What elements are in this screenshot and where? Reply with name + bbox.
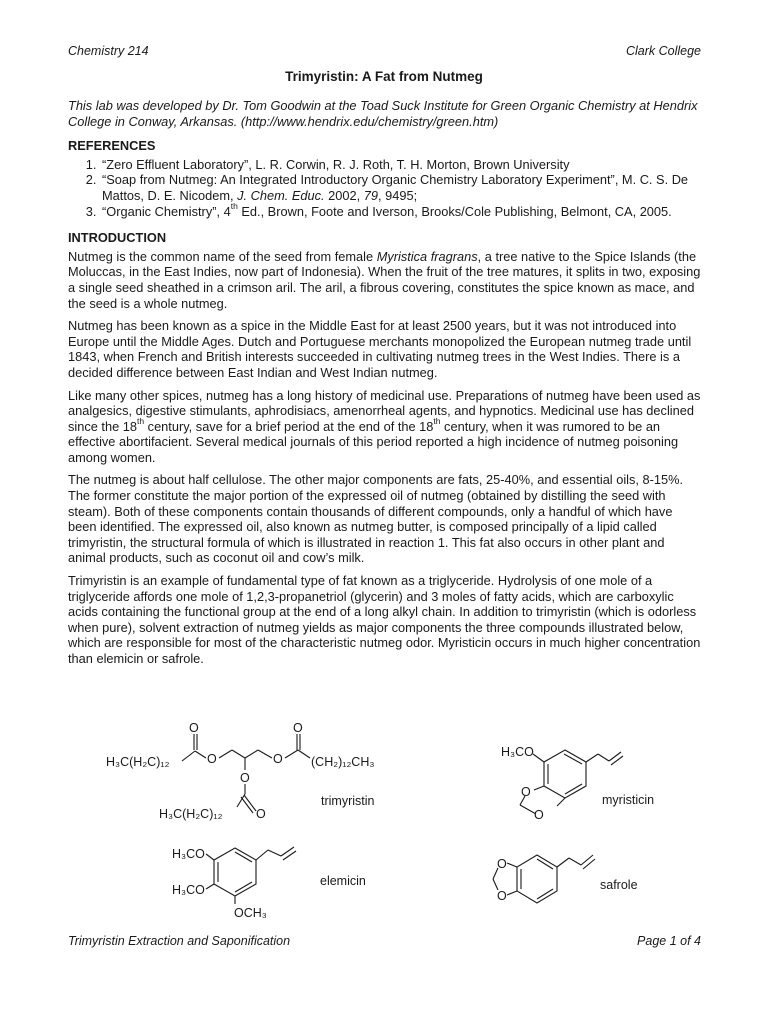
intro-paragraph-5: Trimyristin is an example of fundamental type of fat known as a triglyceride. Hydrolysis of one mole of a triglyceride affords one mole of 1,2,3-propanetriol (glycerin) and 3 moles of fatty acids, which are carboxylic acids containing the functional group at the end of a long alkyl chain. In addition to trimyristin (which is odorless when pure), solvent extraction of nutmeg yields as major components the three compounds illustrated below, which are responsible for most of the characteristic nutmeg odor. Myristicin occurs in much higher concentration than elemicin or safrole.	[68, 573, 701, 666]
trimyristin-lower-chain: H₃C(H₂C)₁₂	[159, 807, 223, 821]
myristicin-label: myristicin	[602, 793, 655, 807]
intro-paragraph-2: Nutmeg has been known as a spice in the Middle East for at least 2500 years, but it was not introduced into Europe until the Middle Ages. Dutch and Portuguese merchants monopolized the European nutmeg trade until 1843, when French and British interests succeeded in cultivating nutmeg trees in the West Indies. There is a decided difference between East Indian and West Indian nutmeg.	[68, 318, 692, 380]
intro-paragraph-4: The nutmeg is about half cellulose. The other major components are fats, 25-40%, and essential oils, 8-15%. The former constitute the major portion of the expressed oil of nutmeg (obtained by distilling the seed with steam). Both of these components contain thousands of different compounds, only a handful of which have been identified. The expressed oil, also known as nutmeg butter, is composed principally of a lipid called trimyristin, the structural formula of which is illustrated in reaction 1. This fat also occurs in other plant and animal products, such as coconut oil and cow’s milk.	[68, 472, 684, 566]
reference-item: 3. “Organic Chemistry”, 4th Ed., Brown, Foote and Iverson, Brooks/Cole Publishing, Belmont, CA, 2005.	[100, 204, 702, 220]
carbonyl-oxygen: O	[293, 721, 303, 735]
dioxole-oxygen: O	[497, 857, 507, 871]
page-title: Trimyristin: A Fat from Nutmeg	[285, 69, 483, 84]
header-course: Chemistry 214	[68, 44, 149, 58]
dioxole-oxygen: O	[534, 808, 544, 822]
footer-title: Trimyristin Extraction and Saponification	[68, 934, 291, 948]
carbonyl-oxygen: O	[256, 807, 266, 821]
page-number: Page 1 of 4	[637, 934, 701, 948]
ester-oxygen: O	[207, 752, 217, 766]
ester-oxygen: O	[273, 752, 283, 766]
references-heading: REFERENCES	[68, 138, 156, 154]
elemicin-methoxy: H₃CO	[172, 847, 205, 861]
elemicin-methoxy: OCH₃	[234, 906, 267, 920]
reference-item: 2. “Soap from Nutmeg: An Integrated Introductory Organic Chemistry Laboratory Experiment”, M. C. S. De Mattos, D. E. Nicodem, J. Chem. Educ. 2002, 79, 9495;	[100, 172, 702, 203]
trimyristin-left-chain: H₃C(H₂C)₁₂	[106, 755, 170, 769]
attribution-note: This lab was developed by Dr. Tom Goodwin at the Toad Suck Institute for Green Organic Chemistry at Hendrix College in Conway, Arkansas. (http://www.hendrix.edu/chemistry/green.htm)	[68, 98, 698, 129]
references-list	[68, 157, 702, 219]
elemicin-label: elemicin	[320, 874, 366, 888]
dioxole-oxygen: O	[521, 785, 531, 799]
elemicin-methoxy: H₃CO	[172, 883, 205, 897]
intro-paragraph-1: Nutmeg is the common name of the seed from female Myristica fragrans, a tree native to the Spice Islands (the Moluccas, in the East Indies, now part of Indonesia). When the fruit of the tree matures, it splits in two, exposing a single seed sheathed in a crimson aril. The aril, a fibrous covering, constitutes the spice known as mace, and the seed is a whole nutmeg.	[68, 248, 701, 311]
reference-item: 1. “Zero Effluent Laboratory”, L. R. Corwin, R. J. Roth, T. H. Morton, Brown University	[100, 157, 702, 173]
trimyristin-right-chain: (CH₂)₁₂CH₃	[311, 755, 375, 769]
myristicin-methoxy: H₃CO	[501, 745, 534, 759]
introduction-heading: INTRODUCTION	[68, 230, 167, 246]
ester-oxygen: O	[240, 771, 250, 785]
carbonyl-oxygen: O	[189, 721, 199, 735]
trimyristin-label: trimyristin	[321, 794, 375, 808]
chemical-structures-figure	[60, 718, 720, 928]
dioxole-oxygen: O	[497, 889, 507, 903]
safrole-label: safrole	[600, 878, 638, 892]
intro-paragraph-3: Like many other spices, nutmeg has a long history of medicinal use. Preparations of nutmeg have been used as analgesics, digestive stimulants, aphrodisiacs, amenorrheal agents, and hypnotics. Medicinal use has declined since the 18th century, save for a brief period at the end of the 18th century, when it was rumored to be an effective abortifacient. Several medical journals of this period reported a high incidence of nutmeg poisoning among women.	[68, 387, 701, 465]
header-school: Clark College	[625, 44, 701, 58]
document-body	[68, 98, 702, 674]
